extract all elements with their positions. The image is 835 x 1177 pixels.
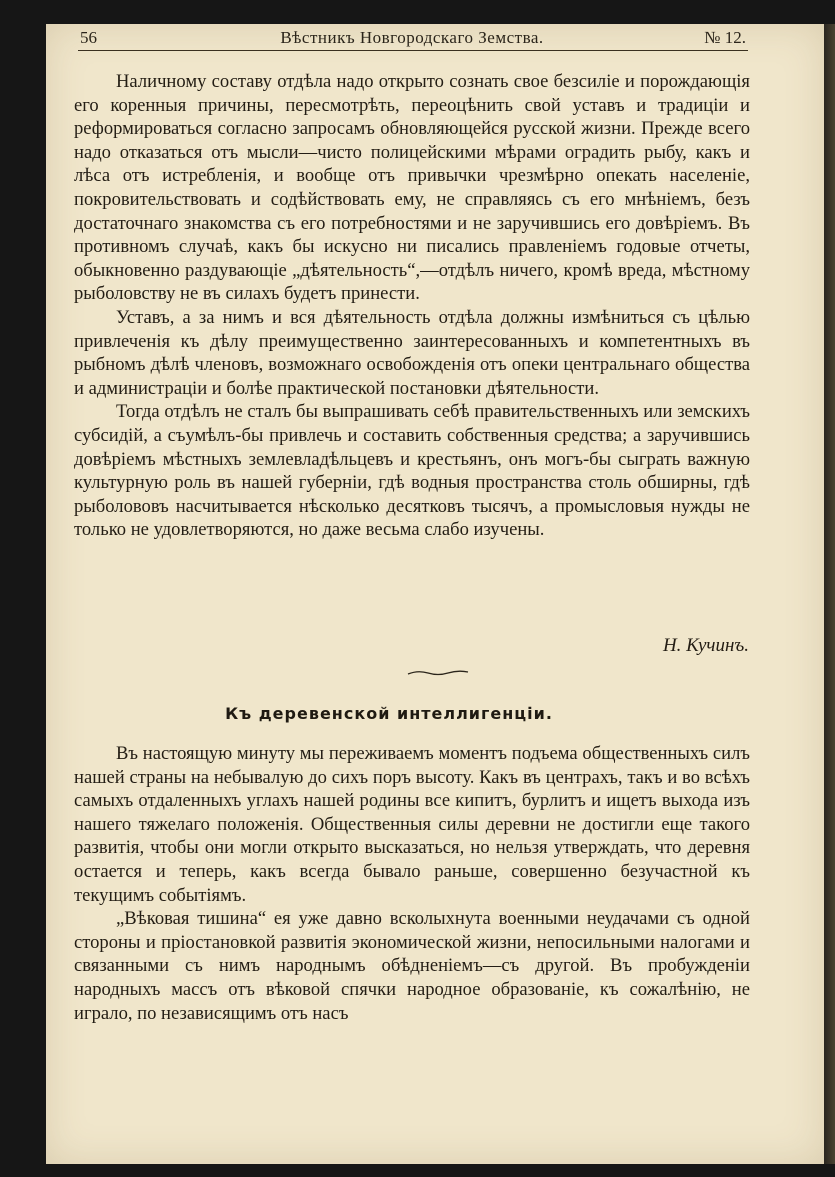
author-signature: Н. Кучинъ. — [662, 635, 749, 656]
article-intelligentsia-body — [74, 742, 750, 1025]
section-divider — [406, 668, 470, 678]
journal-title: Вѣстникъ Новгородскаго Земства. — [280, 28, 544, 47]
article-kuchin-body — [74, 70, 750, 542]
paragraph: „Вѣковая тишина“ ея уже давно всколыхнута военными неудачами съ одной стороны и пріостановкой развитія экономической жизни, непосильными налогами и связанными съ нимъ народнымъ обѣдненіемъ—съ другой. Въ пробужденіи народныхъ массъ отъ вѣковой спячки народное образованіе, къ сожалѣнію, не играло, по независящимъ отъ насъ — [74, 908, 750, 1024]
running-header — [78, 28, 746, 50]
article-title: Къ деревенской интеллигенціи. — [225, 704, 553, 723]
header-rule — [78, 50, 748, 51]
page-number: 56 — [80, 28, 97, 47]
issue-number: № 12. — [704, 28, 746, 47]
paragraph: Въ настоящую минуту мы переживаемъ моментъ подъема общественныхъ силъ нашей страны на небывалую до сихъ поръ высоту. Какъ въ центрахъ, такъ и во всѣхъ самыхъ отдаленныхъ углахъ нашей родины все кипитъ, бурлитъ и ищетъ выхода изъ нашего тяжелаго положенія. Общественныя силы деревни не достигли еще такого развитія, чтобы они могли открыто высказаться, но нельзя утверждать, что деревня остается и теперь, какъ всегда бывало раньше, совершенно безучастной къ текущимъ событіямъ. — [74, 743, 750, 906]
paragraph: Наличному составу отдѣла надо открыто сознать свое безсиліе и порождающія его коренныя причины, пересмотрѣть, переоцѣнить свой уставъ и традиціи и реформироваться согласно запросамъ обновляющейся русской жизни. Прежде всего надо отказаться отъ мысли—чисто полицейскими мѣрами оградить рыбу, какъ и лѣса отъ истребленія, и вообще отъ привычки чрезмѣрно опекать населеніе, покровительствовать и содѣйствовать ему, не справляясь съ его мнѣніемъ, безъ достаточнаго знакомства съ его потребностями и не заручившись его довѣріемъ. Въ противномъ случаѣ, какъ бы искусно ни писались правленіемъ годовые отчеты, обыкновенно раздувающіе „дѣятельность“,—отдѣлъ ничего, кромѣ вреда, мѣстному рыболовству не въ силахъ будетъ принести. — [74, 71, 750, 305]
paragraph: Уставъ, а за нимъ и вся дѣятельность отдѣла должны измѣниться съ цѣлью привлеченія къ дѣлу преимущественно заинтересованныхъ и компетентныхъ въ рыбномъ дѣлѣ членовъ, возможнаго освобожденія отъ опеки центральнаго общества и администраціи и болѣе практической постановки дѣятельности. — [74, 306, 750, 399]
book-edge — [824, 24, 835, 1164]
paragraph: Тогда отдѣлъ не сталъ бы выпрашивать себѣ правительственныхъ или земскихъ субсидій, а съумѣлъ-бы привлечь и составить собственныя средства; а заручившись довѣріемъ мѣстныхъ землевладѣльцевъ и крестьянъ, онъ могъ-бы сыграть важную культурную роль въ нашей губерніи, гдѣ водныя пространства столь обширны, гдѣ рыболововъ насчитывается нѣсколько десятковъ тысячъ, а промысловыя нужды не только не удовлетворяются, но даже весьма слабо изучены. — [74, 401, 750, 541]
